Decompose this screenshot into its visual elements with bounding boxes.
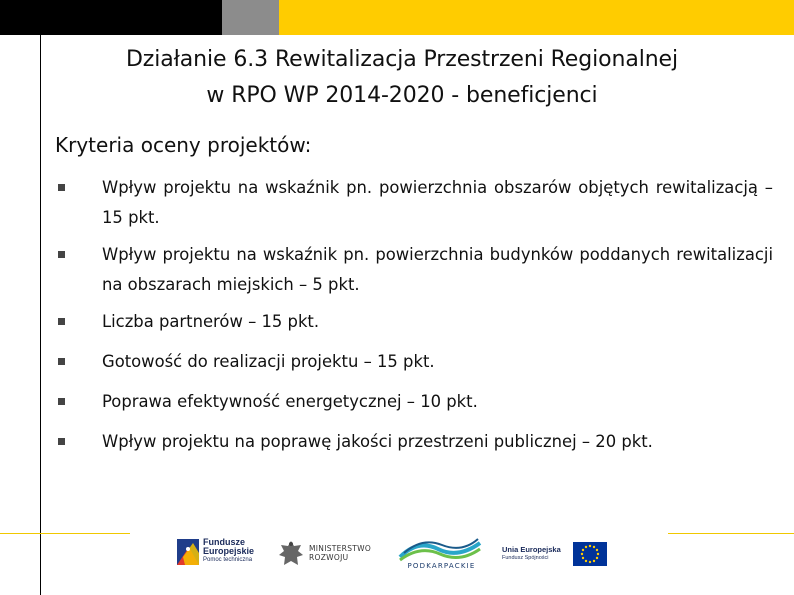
ministry-logo	[276, 535, 386, 575]
criteria-heading: Kryteria oceny projektów:	[55, 133, 312, 157]
title-line-1: Działanie 6.3 Rewitalizacja Przestrzeni Regionalnej	[125, 47, 679, 72]
ministry-line-2: ROZWOJU	[309, 553, 349, 562]
criteria-item	[55, 387, 773, 417]
square-bullet-icon	[58, 318, 65, 325]
criteria-item	[55, 173, 773, 233]
square-bullet-icon	[58, 358, 65, 365]
criteria-text: Liczba partnerów – 15 pkt.	[102, 312, 320, 331]
ministry-line-1: MINISTERSTWO	[309, 544, 372, 553]
top-bar-yellow	[279, 0, 794, 35]
criteria-item	[55, 347, 773, 377]
criteria-list	[55, 173, 773, 467]
criteria-item	[55, 427, 773, 457]
criteria-text: Wpływ projektu na wskaźnik pn. powierzchnia budynków poddanych rewitalizacji na obszarach miejskich – 5 pkt.	[102, 245, 773, 294]
criteria-text: Wpływ projektu na wskaźnik pn. powierzchnia obszarów objętych rewitalizacją – 15 pkt.	[102, 178, 773, 227]
european-union-logo	[502, 535, 610, 575]
eu-line-2: Fundusz Spójności	[502, 555, 549, 561]
eagle-emblem-icon	[278, 538, 304, 572]
criteria-text: Wpływ projektu na poprawę jakości przestrzeni publicznej – 20 pkt.	[102, 432, 653, 451]
funds-line-2: Europejskie	[203, 546, 255, 556]
left-vertical-rule	[40, 0, 41, 595]
funds-line-3: Pomoc techniczna	[203, 557, 253, 563]
title-line-2: w RPO WP 2014-2020 - beneficjenci	[206, 83, 598, 108]
podkarpackie-waves-icon	[398, 535, 483, 563]
criteria-item	[55, 240, 773, 300]
criteria-item	[55, 307, 773, 337]
square-bullet-icon	[58, 398, 65, 405]
top-bar-gray	[222, 0, 279, 35]
region-label: PODKARPACKIE	[407, 562, 476, 570]
eu-line-1: Unia Europejska	[502, 545, 561, 554]
european-funds-logo	[175, 535, 265, 575]
footer-rule-right	[668, 533, 794, 534]
slide-title	[42, 42, 762, 114]
podkarpackie-logo	[398, 535, 483, 575]
square-bullet-icon	[58, 438, 65, 445]
eu-flag-icon	[573, 542, 607, 566]
criteria-text: Poprawa efektywność energetycznej – 10 pkt.	[102, 392, 478, 411]
footer-rule-left	[0, 533, 130, 534]
square-bullet-icon	[58, 251, 65, 258]
square-bullet-icon	[58, 184, 65, 191]
funds-line-1: Fundusze	[203, 537, 245, 547]
top-bar-black	[0, 0, 222, 35]
criteria-text: Gotowość do realizacji projektu – 15 pkt.	[102, 352, 435, 371]
